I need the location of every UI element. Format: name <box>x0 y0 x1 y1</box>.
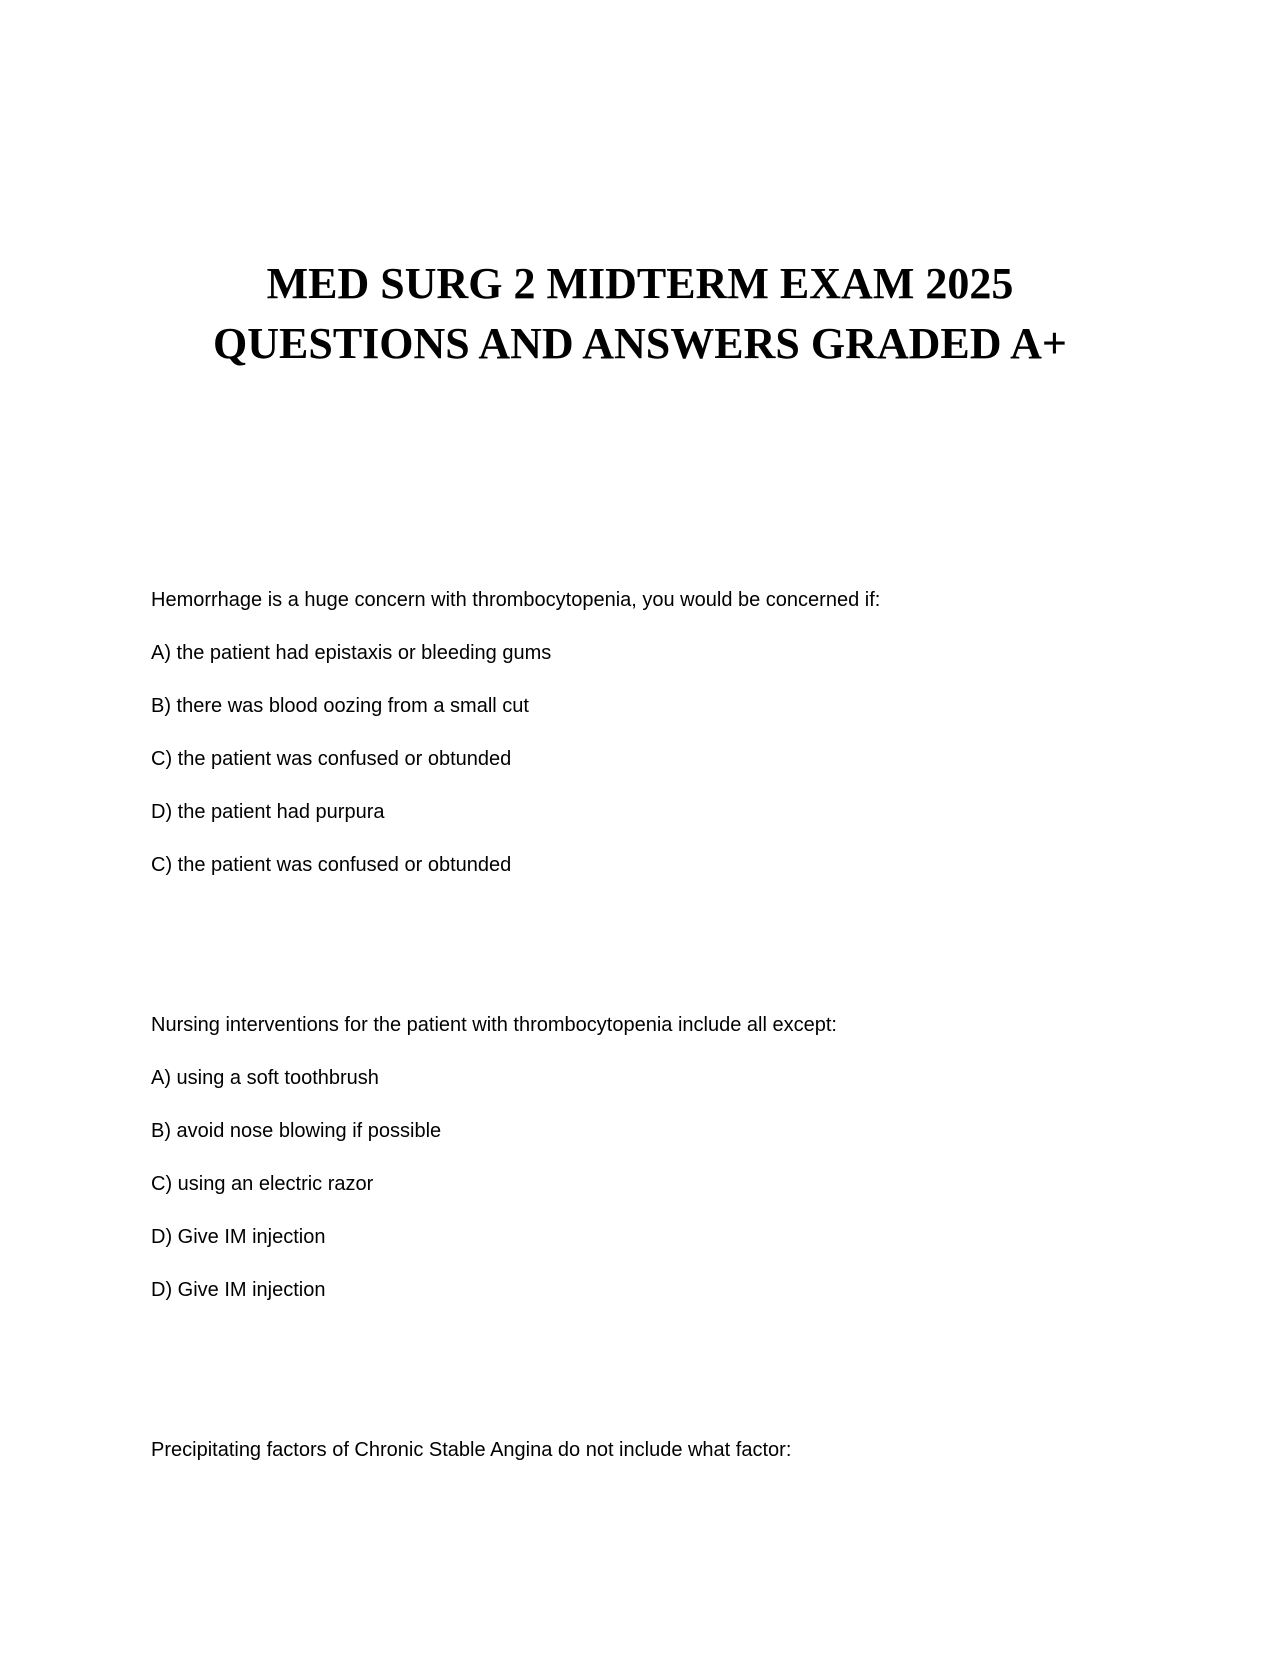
question-prompt: Hemorrhage is a huge concern with thrombocytopenia, you would be concerned if: <box>151 589 881 611</box>
question-prompt: Precipitating factors of Chronic Stable Angina do not include what factor: <box>151 1439 792 1461</box>
answer-line: D) Give IM injection <box>151 1279 326 1301</box>
option-d: D) the patient had purpura <box>151 801 385 823</box>
option-b: B) avoid nose blowing if possible <box>151 1120 442 1142</box>
option-c: C) using an electric razor <box>151 1173 374 1195</box>
question-block-2 <box>151 1012 1151 1330</box>
option-d: D) Give IM injection <box>151 1226 326 1248</box>
option-a: A) using a soft toothbrush <box>151 1067 379 1089</box>
answer-line: C) the patient was confused or obtunded <box>151 854 512 876</box>
option-a: A) the patient had epistaxis or bleeding gums <box>151 642 552 664</box>
option-b: B) there was blood oozing from a small cut <box>151 695 529 717</box>
title-line-1: MED SURG 2 MIDTERM EXAM 2025 <box>266 259 1014 308</box>
question-prompt: Nursing interventions for the patient with thrombocytopenia include all except: <box>151 1014 837 1036</box>
option-c: C) the patient was confused or obtunded <box>151 748 512 770</box>
question-block-3 <box>151 1437 1151 1490</box>
question-block-1 <box>151 587 1151 905</box>
document-title <box>0 254 1280 374</box>
title-line-2: QUESTIONS AND ANSWERS GRADED A+ <box>213 319 1067 368</box>
